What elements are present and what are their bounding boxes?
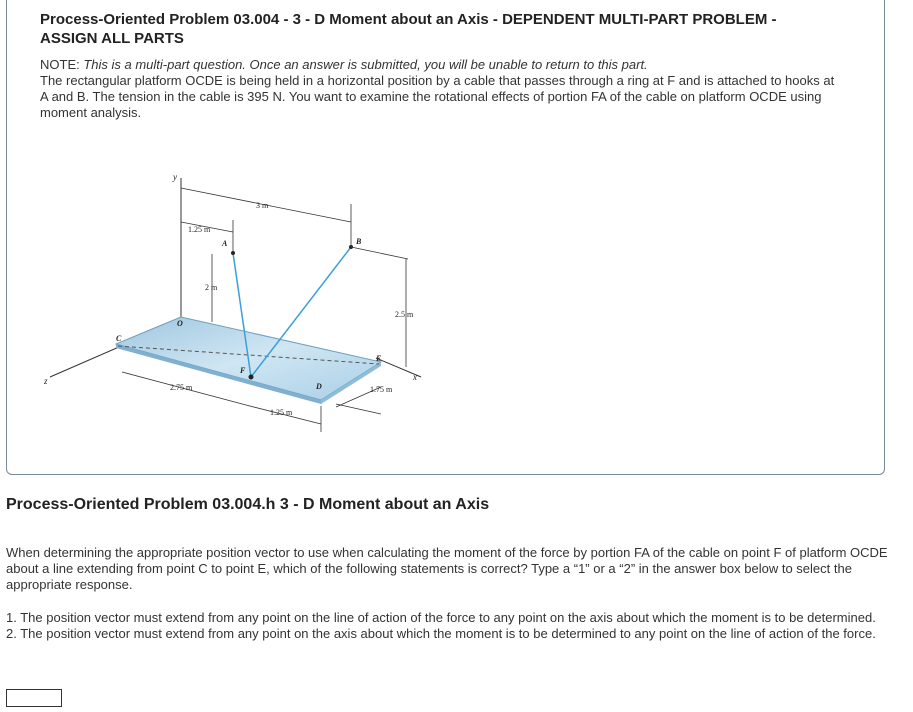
part-question: When determining the appropriate position vector to use when calculating the moment of the force by portion FA of the cable on point F of platform OCDE about a line extending from point C to point E, which of the following statements is correct? Type a “1” or a “2” in the answer box below to select the appropriate response. <box>6 545 888 592</box>
problem-note <box>40 57 840 121</box>
problem-description: The rectangular platform OCDE is being held in a horizontal position by a cable that passes through a ring at F and is attached to hooks at A and B. The tension in the cable is 395 N. You want to examine the rotational effects of portion FA of the cable on platform OCDE using moment analysis. <box>40 73 835 120</box>
part-title: Process-Oriented Problem 03.004.h 3 - D Moment about an Axis <box>6 496 490 513</box>
dim-125b: 1.25 m <box>270 408 293 417</box>
problem-title-line2: ASSIGN ALL PARTS <box>40 30 184 47</box>
z-axis-label: z <box>44 376 48 386</box>
label-o: O <box>177 319 183 328</box>
ring-f <box>249 375 254 380</box>
problem-title-line1: Process-Oriented Problem 03.004 - 3 - D Moment about an Axis - DEPENDENT MULTI-PART PROBLEM - <box>40 11 777 28</box>
label-c: C <box>116 334 122 343</box>
dim-25m-ext <box>351 247 408 259</box>
dim-275m: 2.75 m <box>170 383 193 392</box>
dim-2m: 2 m <box>205 283 218 292</box>
dim-175m: 1.75 m <box>370 385 393 394</box>
label-f: F <box>240 366 246 375</box>
label-d: D <box>316 382 322 391</box>
y-axis-label: y <box>173 172 177 182</box>
label-e: E <box>376 354 382 363</box>
label-a: A <box>222 239 228 248</box>
answer-input[interactable] <box>6 689 62 707</box>
option-1: 1. The position vector must extend from any point on the line of action of the force to any point on the axis about which the moment is to be determined. <box>6 610 876 625</box>
dim-175m-ext <box>336 404 381 414</box>
answer-options <box>6 610 896 642</box>
dim-125a: 1.25 m <box>188 225 211 234</box>
x-axis-label: x <box>413 372 417 382</box>
note-label: NOTE: <box>40 57 84 72</box>
note-italic: This is a multi-part question. Once an answer is submitted, you will be unable to return to this part. <box>83 57 648 72</box>
option-2: 2. The position vector must extend from any point on the axis about which the moment is to be determined to any point on the line of action of the force. <box>6 626 876 641</box>
problem-title <box>40 10 840 48</box>
dim-3m: 3 m <box>256 201 269 210</box>
label-b: B <box>356 237 362 246</box>
dim-25m: 2.5 m <box>395 310 414 319</box>
platform-figure <box>36 162 436 440</box>
